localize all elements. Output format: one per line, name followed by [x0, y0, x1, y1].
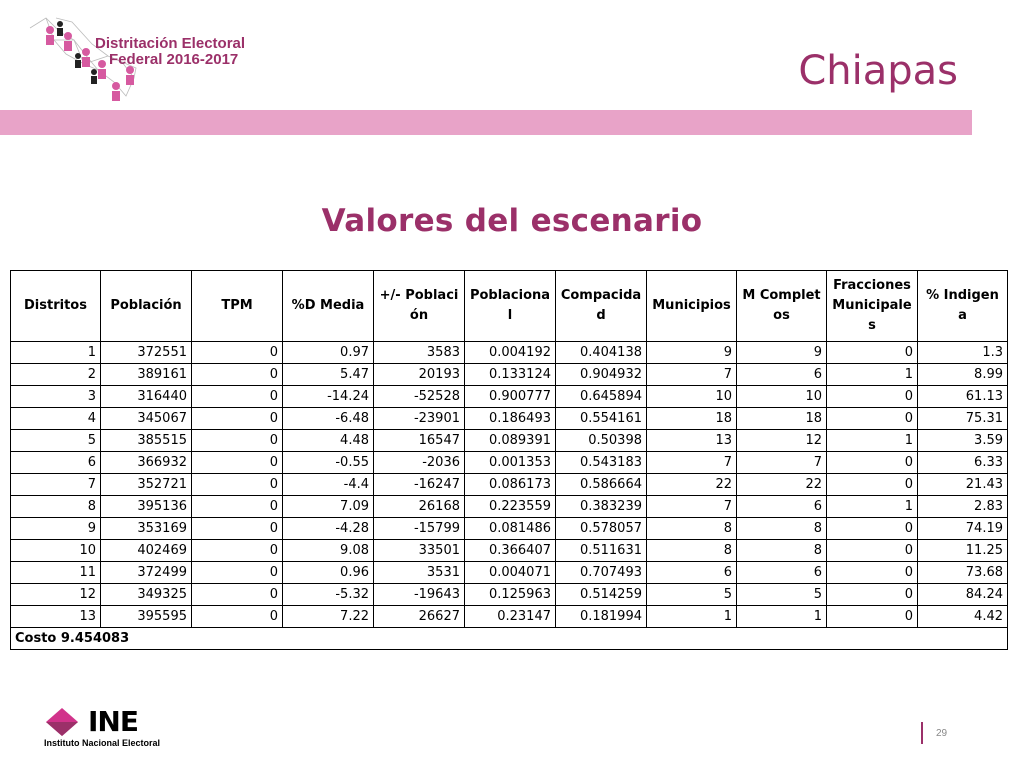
table-cell: 0.707493 [556, 562, 647, 584]
col-header: +/- Población [374, 271, 465, 342]
table-cell: 0 [192, 496, 283, 518]
table-cell: 8 [11, 496, 101, 518]
table-cell: 1 [827, 364, 918, 386]
table-cell: 8 [737, 540, 827, 562]
table-cell: 0 [827, 452, 918, 474]
table-cell: -23901 [374, 408, 465, 430]
table-cell: -52528 [374, 386, 465, 408]
table-cell: 33501 [374, 540, 465, 562]
table-cell: 385515 [101, 430, 192, 452]
table-cell: 13 [647, 430, 737, 452]
table-cell: 0.96 [283, 562, 374, 584]
table-cell: -16247 [374, 474, 465, 496]
table-cell: 6 [737, 496, 827, 518]
col-header: Municipios [647, 271, 737, 342]
table-cell: 402469 [101, 540, 192, 562]
table-cell: 4.48 [283, 430, 374, 452]
table-cell: 7 [11, 474, 101, 496]
table-cell: 7.09 [283, 496, 374, 518]
table-cell: 0 [192, 540, 283, 562]
table-cell: 0.543183 [556, 452, 647, 474]
table-cell: 0 [192, 474, 283, 496]
table-cell: 12 [11, 584, 101, 606]
header-band [0, 110, 972, 135]
table-cell: 21.43 [918, 474, 1008, 496]
table-cell: 0 [827, 518, 918, 540]
table-cell: 0.001353 [465, 452, 556, 474]
table-row [11, 540, 1008, 562]
col-header: Fracciones Municipales [827, 271, 918, 342]
ine-wordmark: INE [88, 705, 138, 738]
table-cell: 1 [11, 342, 101, 364]
table-cell: 0.554161 [556, 408, 647, 430]
table-cell: 1 [647, 606, 737, 628]
table-cell: 75.31 [918, 408, 1008, 430]
table-cell: -4.4 [283, 474, 374, 496]
table-cell: 0 [827, 386, 918, 408]
table-cell: 2 [11, 364, 101, 386]
logo-line2 [95, 52, 245, 68]
table-cell: 7.22 [283, 606, 374, 628]
col-header: Poblacional [465, 271, 556, 342]
table-cell: 0.586664 [556, 474, 647, 496]
table-cell: 5 [647, 584, 737, 606]
table-cell: 0.511631 [556, 540, 647, 562]
table-cell: 6.33 [918, 452, 1008, 474]
table-cell: 395595 [101, 606, 192, 628]
table-cell: 0 [827, 540, 918, 562]
table-cell: 0.125963 [465, 584, 556, 606]
table-body [11, 342, 1008, 628]
table-cell: 0.904932 [556, 364, 647, 386]
table-cell: 11.25 [918, 540, 1008, 562]
table-cell: 22 [737, 474, 827, 496]
table-header-row [11, 271, 1008, 342]
table-cell: 0.186493 [465, 408, 556, 430]
table-cell: 18 [737, 408, 827, 430]
table-footer-row [11, 628, 1008, 650]
table-row [11, 474, 1008, 496]
table-row [11, 518, 1008, 540]
table-cell: 0 [827, 584, 918, 606]
table-row [11, 452, 1008, 474]
table-cell: 0 [192, 606, 283, 628]
table-cell: 0.900777 [465, 386, 556, 408]
table-cell: -5.32 [283, 584, 374, 606]
table-cell: 1.3 [918, 342, 1008, 364]
ine-fullname: Instituto Nacional Electoral [44, 738, 161, 748]
table-row [11, 584, 1008, 606]
table-cell: 0 [827, 342, 918, 364]
table-cell: 0.50398 [556, 430, 647, 452]
table-cell: 0.97 [283, 342, 374, 364]
table-cell: 9 [647, 342, 737, 364]
col-header: Distritos [11, 271, 101, 342]
table-cell: 61.13 [918, 386, 1008, 408]
table-row [11, 606, 1008, 628]
table-cell: 395136 [101, 496, 192, 518]
table-cell: 0 [192, 408, 283, 430]
col-header: Compacidad [556, 271, 647, 342]
table-cell: 10 [737, 386, 827, 408]
table-cell: 0.004071 [465, 562, 556, 584]
table-cell: 10 [11, 540, 101, 562]
table-cell: 0.089391 [465, 430, 556, 452]
table-cell: 0 [192, 452, 283, 474]
table-cell: 349325 [101, 584, 192, 606]
table-row [11, 562, 1008, 584]
table-row [11, 386, 1008, 408]
table-cell: 345067 [101, 408, 192, 430]
table-row [11, 342, 1008, 364]
logo-years: 2016-2017 [166, 51, 239, 68]
footer-divider [921, 722, 923, 744]
table-cell: 18 [647, 408, 737, 430]
table-cell: 0.404138 [556, 342, 647, 364]
table-cell: 0 [192, 518, 283, 540]
table-cell: 3.59 [918, 430, 1008, 452]
table-cell: 0.23147 [465, 606, 556, 628]
table-cell: 6 [737, 364, 827, 386]
costo-cell: Costo 9.454083 [11, 628, 1008, 650]
table-cell: 12 [737, 430, 827, 452]
table-cell: 353169 [101, 518, 192, 540]
table-cell: 0.133124 [465, 364, 556, 386]
table-cell: 4.42 [918, 606, 1008, 628]
table-cell: 9.08 [283, 540, 374, 562]
table-cell: 389161 [101, 364, 192, 386]
table-cell: 0.366407 [465, 540, 556, 562]
table-row [11, 496, 1008, 518]
table-cell: 5 [737, 584, 827, 606]
table-cell: 3583 [374, 342, 465, 364]
table-cell: 0 [192, 342, 283, 364]
table-cell: 20193 [374, 364, 465, 386]
col-header: Población [101, 271, 192, 342]
table-cell: 0 [192, 562, 283, 584]
col-header: TPM [192, 271, 283, 342]
table-cell: 7 [737, 452, 827, 474]
table-cell: -2036 [374, 452, 465, 474]
table-cell: 0 [827, 606, 918, 628]
table-cell: 84.24 [918, 584, 1008, 606]
table-cell: -15799 [374, 518, 465, 540]
table-cell: 6 [11, 452, 101, 474]
table-cell: 8.99 [918, 364, 1008, 386]
table-cell: 8 [647, 518, 737, 540]
table-cell: 0 [827, 474, 918, 496]
table-cell: 1 [827, 430, 918, 452]
table-cell: 11 [11, 562, 101, 584]
table-cell: 5.47 [283, 364, 374, 386]
table-cell: 1 [827, 496, 918, 518]
table-cell: 0 [827, 408, 918, 430]
table-cell: 26168 [374, 496, 465, 518]
table-cell: 9 [11, 518, 101, 540]
table-cell: 0 [192, 364, 283, 386]
scenario-table [10, 270, 1008, 650]
table-cell: 0.223559 [465, 496, 556, 518]
table-cell: 7 [647, 452, 737, 474]
table-cell: 1 [737, 606, 827, 628]
table-cell: 8 [737, 518, 827, 540]
table-cell: 4 [11, 408, 101, 430]
table-cell: 0 [192, 584, 283, 606]
table-cell: 0.383239 [556, 496, 647, 518]
table-cell: -19643 [374, 584, 465, 606]
col-header: %D Media [283, 271, 374, 342]
table-cell: 22 [647, 474, 737, 496]
table-cell: 0 [827, 562, 918, 584]
section-heading: Valores del escenario [321, 203, 703, 239]
logo-federal: Federal [109, 51, 163, 68]
table-cell: 8 [647, 540, 737, 562]
table-cell: 0.181994 [556, 606, 647, 628]
table-cell: -0.55 [283, 452, 374, 474]
table-cell: 6 [737, 562, 827, 584]
table-row [11, 364, 1008, 386]
table-cell: 5 [11, 430, 101, 452]
table-cell: 0 [192, 430, 283, 452]
logo-wordmark [95, 36, 245, 68]
table-cell: -4.28 [283, 518, 374, 540]
table-cell: 73.68 [918, 562, 1008, 584]
table-cell: 0.081486 [465, 518, 556, 540]
table-cell: 372499 [101, 562, 192, 584]
table-cell: 26627 [374, 606, 465, 628]
table-cell: 13 [11, 606, 101, 628]
table-cell: 3531 [374, 562, 465, 584]
table-cell: 10 [647, 386, 737, 408]
table-cell: 0.645894 [556, 386, 647, 408]
table-cell: 7 [647, 364, 737, 386]
slide-title: Chiapas [798, 48, 958, 94]
table-cell: 372551 [101, 342, 192, 364]
table-cell: 0 [192, 386, 283, 408]
table-cell: 0.086173 [465, 474, 556, 496]
table-cell: 316440 [101, 386, 192, 408]
table-cell: -14.24 [283, 386, 374, 408]
table-cell: 352721 [101, 474, 192, 496]
table-row [11, 430, 1008, 452]
logo-line1: Distritación Electoral [95, 35, 246, 52]
table-cell: 3 [11, 386, 101, 408]
table-cell: -6.48 [283, 408, 374, 430]
table-cell: 0.578057 [556, 518, 647, 540]
table-cell: 74.19 [918, 518, 1008, 540]
table-cell: 2.83 [918, 496, 1008, 518]
col-header: M Completos [737, 271, 827, 342]
table-cell: 9 [737, 342, 827, 364]
table-cell: 7 [647, 496, 737, 518]
col-header: % Indigena [918, 271, 1008, 342]
table-row [11, 408, 1008, 430]
table-cell: 366932 [101, 452, 192, 474]
table-cell: 16547 [374, 430, 465, 452]
table-cell: 0.004192 [465, 342, 556, 364]
page-number: 29 [936, 728, 948, 739]
table-cell: 6 [647, 562, 737, 584]
table-cell: 0.514259 [556, 584, 647, 606]
